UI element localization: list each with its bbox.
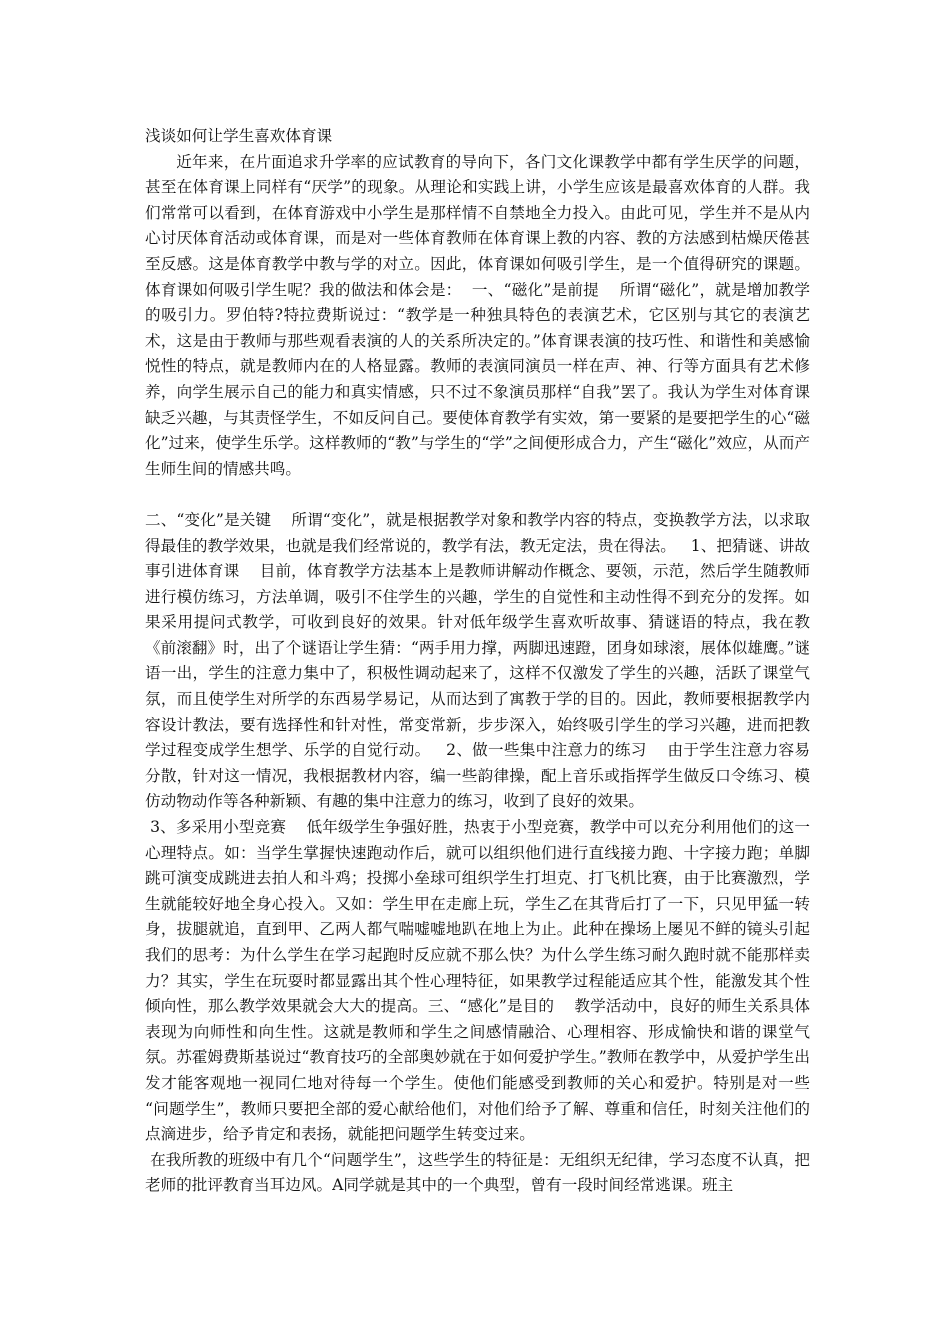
body-paragraph: 近年来，在片面追求升学率的应试教育的导向下，各门文化课教学中都有学生厌学的问题，甚至在体育课上同样有“厌学”的现象。从理论和实践上讲，小学生应该是最喜欢体育的人群。我们常常可以看到，在体育游戏中小学生是那样情不自禁地全力投入。由此可见，学生并不是从内心讨厌体育活动或体育课，而是对一些体育教师在体育课上教的内容、教的方法感到枯燥厌倦甚至反感。这是体育教学中教与学的对立。因此，体育课如何吸引学生，是一个值得研究的课题。 体育课如何吸引学生呢？我的做法和体会是： 一、“磁化”是前提 所谓“磁化”，就是增加教学的吸引力。罗伯特?特拉费斯说过：“教学是一种独具特色的表演艺术，它区别与其它的表演艺术，这是由于教师与那些观看表演的人的关系所决定的。”体育课表演的技巧性、和谐性和美感愉悦性的特点，就是教师内在的人格显露。教师的表演同演员一样在声、神、行等方面具有艺术修养，向学生展示自己的能力和真实情感，只不过不象演员那样“自我”罢了。我认为学生对体育课缺乏兴趣，与其责怪学生，不如反问自己。要使体育教学有实效，第一要紧的是要把学生的心“磁化”过来，使学生乐学。这样教师的“教”与学生的“学”之间便形成合力，产生“磁化”效应，从而产生师生间的情感共鸣。 [145,152,830,478]
document-page [145,124,830,1199]
body-paragraph: 在我所教的班级中有几个“问题学生”，这些学生的特征是：无组织无纪律，学习态度不认真，把老师的批评教育当耳边风。A同学就是其中的一个典型，曾有一段时间经常逃课。班主 [145,1150,810,1195]
document-title: 浅谈如何让学生喜欢体育课 [145,127,333,145]
body-paragraph: 二、“变化”是关键 所谓“变化”，就是根据教学对象和教学内容的特点，变换教学方法，以求取得最佳的教学效果，也就是我们经常说的，教学有法，教无定法，贵在得法。 1、把猜谜、讲故事引进体育课 目前，体育教学方法基本上是教师讲解动作概念、要领，示范，然后学生随教师进行模仿练习，方法单调，吸引不住学生的兴趣，学生的自觉性和主动性得不到充分的发挥。如果采用提问式教学，可收到良好的效果。针对低年级学生喜欢听故事、猜谜语的特点，我在教《前滚翻》时，出了个谜语让学生猜：“两手用力撑，两脚迅速蹬，团身如球滚，展体似雄鹰。”谜语一出，学生的注意力集中了，积极性调动起来了，这样不仅激发了学生的兴趣，活跃了课堂气氛，而且使学生对所学的东西易学易记，从而达到了寓教于学的目的。因此，教师要根据教学内容设计教法，要有选择性和针对性，常变常新，步步深入，始终吸引学生的学习兴趣，进而把教学过程变成学生想学、乐学的自觉行动。 2、做一些集中注意力的练习 由于学生注意力容易分散，针对这一情况，我根据教材内容，编一些韵律操，配上音乐或指挥学生做反口令练习、模仿动物动作等各种新颖、有趣的集中注意力的练习，收到了良好的效果。 [145,510,810,811]
body-paragraph: 3、多采用小型竞赛 低年级学生争强好胜，热衷于小型竞赛，教学中可以充分利用他们的这一心理特点。如：当学生掌握快速跑动作后，就可以组织他们进行直线接力跑、十字接力跑；单脚跳可演变成跳进去拍人和斗鸡；投掷小垒球可组织学生打坦克、打飞机比赛，由于比赛激烈，学生就能较好地全身心投入。又如：学生甲在走廊上玩，学生乙在其背后打了一下，只见甲猛一转身，拔腿就追，直到甲、乙两人都气喘嘘嘘地趴在地上为止。此种在操场上屡见不鲜的镜头引起我们的思考：为什么学生在学习起跑时反应就不那么快？为什么学生练习耐久跑时就不能那样卖力？其实，学生在玩耍时都显露出其个性心理特征，如果教学过程能适应其个性，能激发其个性倾向性，那么教学效果就会大大的提高。三、“感化”是目的 教学活动中，良好的师生关系具体表现为向师性和向生性。这就是教师和学生之间感情融洽、心理相容、形成愉快和谐的课堂气氛。苏霍姆费斯基说过“教育技巧的全部奥妙就在于如何爱护学生。”教师在教学中，从爱护学生出发才能客观地一视同仁地对待每一个学生。使他们能感受到教师的关心和爱护。特别是对一些 “问题学生”，教师只要把全部的爱心献给他们，对他们给予了解、尊重和信任，时刻关注他们的点滴进步，给予肯定和表扬，就能把问题学生转变过来。 [145,818,815,1144]
paragraph-spacer [145,482,810,508]
